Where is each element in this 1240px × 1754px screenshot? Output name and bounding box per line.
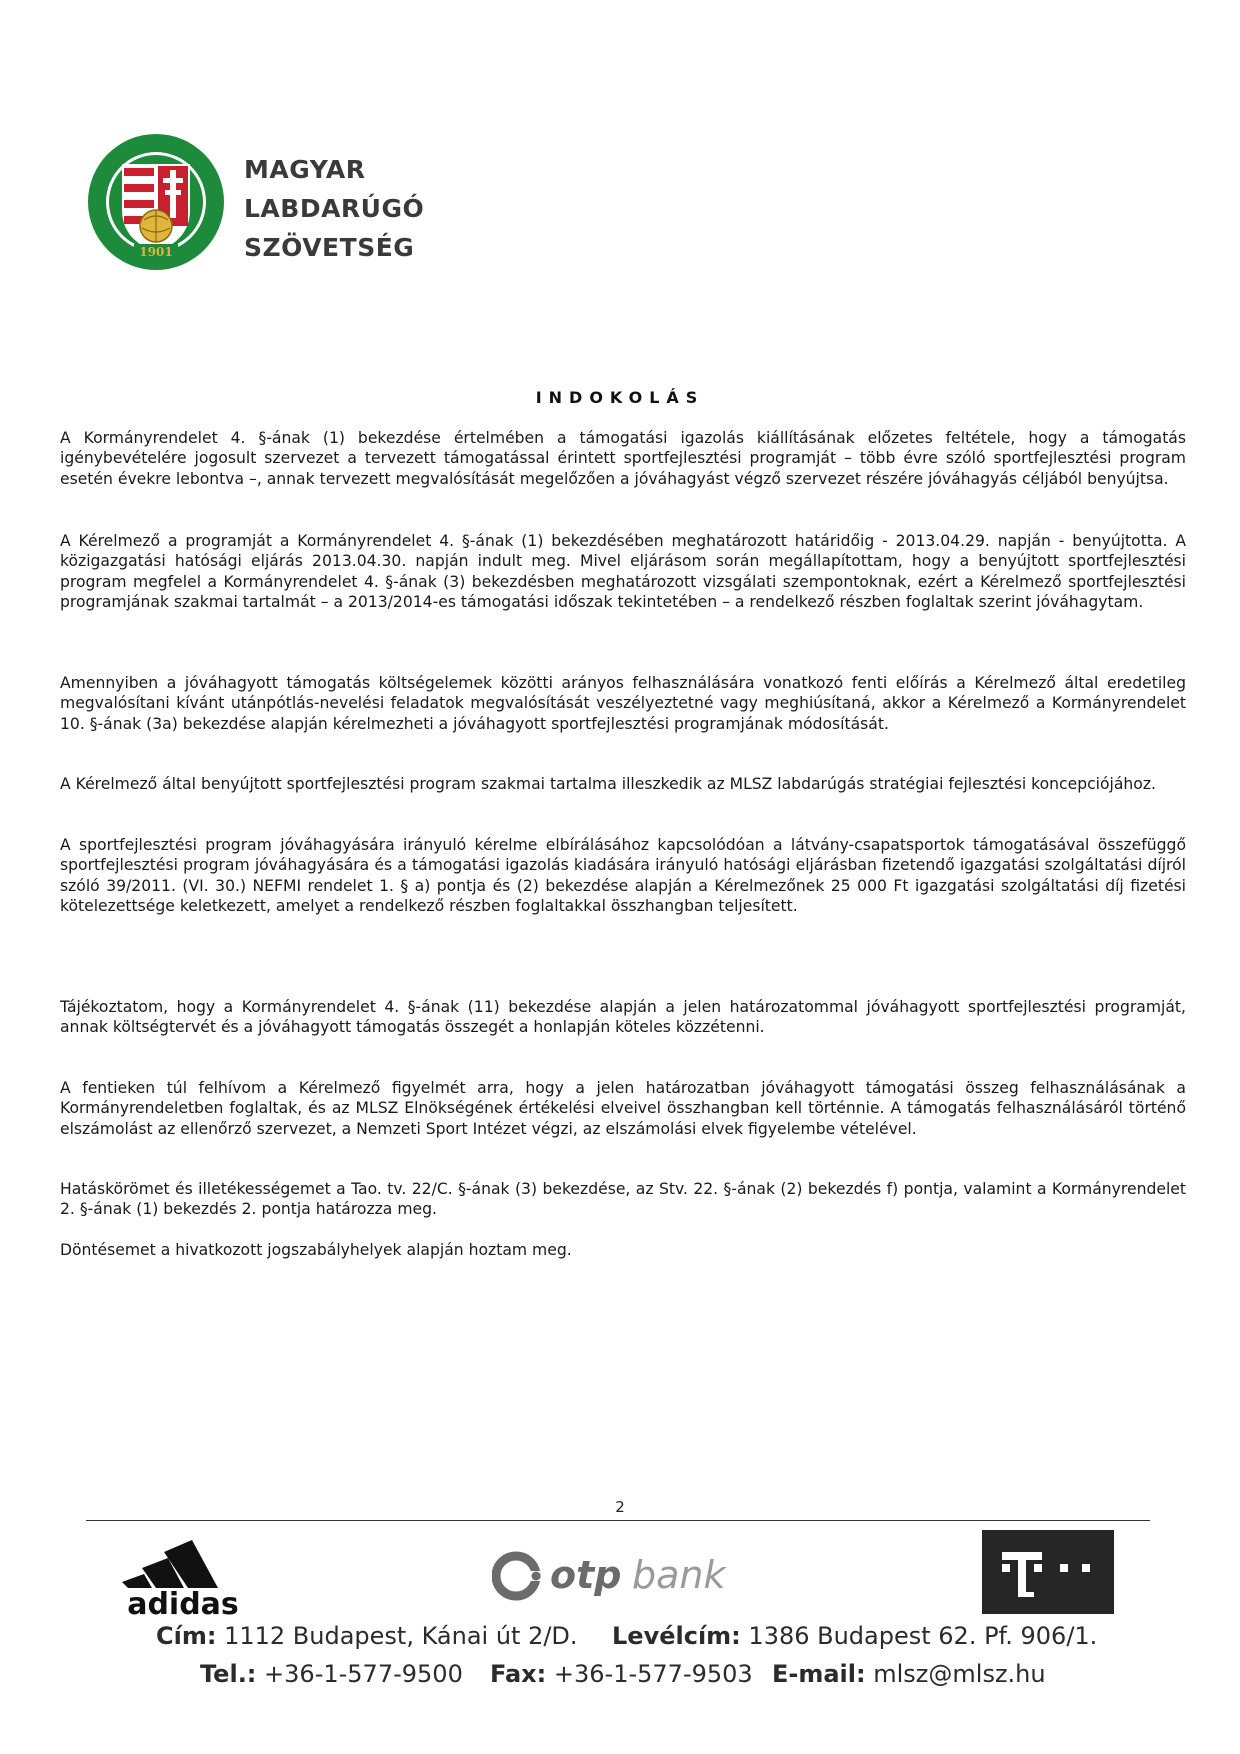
phone-value: +36-1-577-9500 bbox=[264, 1660, 463, 1688]
address-label: Cím: bbox=[156, 1622, 217, 1650]
body-paragraph: Tájékoztatom, hogy a Kormányrendelet 4. §-ának (11) bekezdése alapján a jelen határozatommal jóváhagyott sportfejlesztési programját, annak költségtervét és a jóváhagyott támogatás összegét a honlapján köteles közzétenni. bbox=[60, 998, 1186, 1037]
mlsz-crest-icon bbox=[86, 132, 226, 272]
body-paragraph-6-block bbox=[60, 997, 1186, 1038]
crest-year: 1901 bbox=[139, 245, 173, 259]
body-paragraph-4-block bbox=[60, 774, 1186, 794]
body-paragraph: A fentieken túl felhívom a Kérelmező figyelmét arra, hogy a jelen határozatban jóváhagyott támogatási összeg felhasználásának a Kormányrendeletben foglaltak, és az MLSZ Elnökségének értékelési elveivel összhangban kell történnie. A támogatás felhasználásáról történő elszámolást az ellenőrző szervezet, a Nemzeti Sport Intézet végzi, az elszámolási elvek figyelembe vételével. bbox=[60, 1079, 1186, 1138]
document-title: INDOKOLÁS bbox=[535, 388, 705, 407]
body-paragraph: Döntésemet a hivatkozott jogszabályhelyek alapján hoztam meg. bbox=[60, 1241, 572, 1259]
footer-divider bbox=[86, 1520, 1150, 1521]
address-value: 1112 Budapest, Kánai út 2/D. bbox=[224, 1622, 578, 1650]
body-paragraph-7-block bbox=[60, 1078, 1186, 1139]
page-number: 2 bbox=[615, 1498, 625, 1516]
body-paragraph-3-block bbox=[60, 673, 1186, 734]
telekom-t-icon bbox=[982, 1530, 1114, 1614]
email-label: E-mail: bbox=[772, 1660, 866, 1688]
body-paragraph-2-block bbox=[60, 531, 1186, 613]
adidas-logo-icon bbox=[118, 1530, 248, 1618]
bank-wordmark: bank bbox=[632, 1553, 726, 1597]
body-paragraph: Amennyiben a jóváhagyott támogatás költségelemek közötti arányos felhasználására vonatkozó fenti előírás a Kérelmező által eredetileg megvalósítani kívánt utánpótlás-nevelési feladatok megvalósítását veszélyeztetné vagy meghiúsítaná, akkor a Kérelmező a Kormányrendelet 10. §-ának (3a) bekezdése alapján kérelmezheti a jóváhagyott sportfejlesztési programjának módosítását. bbox=[60, 674, 1186, 733]
adidas-wordmark: adidas bbox=[127, 1587, 239, 1618]
body-paragraph: Hatáskörömet és illetékességemet a Tao. tv. 22/C. §-ának (3) bekezdése, az Stv. 22. §-ának (2) bekezdés f) pontja, valamint a Kormányrendelet 2. §-ának (1) bekezdés 2. pontja határozza meg. bbox=[60, 1180, 1186, 1219]
otp-wordmark: otp bbox=[550, 1553, 622, 1597]
email bbox=[772, 1660, 1046, 1688]
body-paragraph-1-block bbox=[60, 428, 1186, 489]
body-paragraph: A Kérelmező a programját a Kormányrendelet 4. §-ának (1) bekezdésében meghatározott határidőig - 2013.04.29. napján - benyújtotta. A közigazgatási hatósági eljárás 2013.04.30. napján indult meg. Mivel eljárásom során megállapítottam, hogy a benyújtott sportfejlesztési program megfelel a Kormányrendelet 4. §-ának (3) bekezdésben meghatározott vizsgálati szempontoknak, ezért a Kérelmező sportfejlesztési programjának szakmai tartalmát – a 2013/2014-es támogatási időszak tekintetében – a rendelkező részben foglaltak szerint jóváhagytam. bbox=[60, 532, 1186, 612]
body-paragraph-8-block bbox=[60, 1179, 1186, 1220]
postal-value: 1386 Budapest 62. Pf. 906/1. bbox=[748, 1622, 1098, 1650]
email-value[interactable]: mlsz@mlsz.hu bbox=[873, 1660, 1046, 1688]
postal-address bbox=[612, 1622, 1097, 1650]
body-paragraph-5-block bbox=[60, 835, 1186, 917]
otp-bank-logo-icon bbox=[492, 1546, 742, 1602]
org-name-line-1: MAGYAR bbox=[244, 155, 366, 184]
body-paragraph: A sportfejlesztési program jóváhagyására irányuló kérelme elbírálásához kapcsolódóan a látvány-csapatsportok támogatásával összefüggő sportfejlesztési program jóváhagyására és a támogatási igazolás kiadására irányuló hatósági eljárásban fizetendő igazgatási szolgáltatási díjról szóló 39/2011. (VI. 30.) NEFMI rendelet 1. § a) pontja és (2) bekezdése alapján a Kérelmezőnek 25 000 Ft igazgatási szolgáltatási díj fizetési kötelezettsége keletkezett, amelyet a rendelkező részben foglaltakkal összhangban teljesített. bbox=[60, 836, 1186, 916]
address bbox=[156, 1622, 578, 1650]
org-name-line-3: SZÖVETSÉG bbox=[244, 233, 415, 262]
fax-value: +36-1-577-9503 bbox=[553, 1660, 753, 1688]
mlsz-logo bbox=[86, 132, 446, 282]
phone-label: Tel.: bbox=[200, 1660, 257, 1688]
fax-label: Fax: bbox=[490, 1660, 547, 1688]
org-name-line-2: LABDARÚGÓ bbox=[244, 194, 425, 223]
phone bbox=[200, 1660, 463, 1688]
body-paragraph-9-block bbox=[60, 1240, 1186, 1260]
postal-label: Levélcím: bbox=[612, 1622, 741, 1650]
organization-name bbox=[244, 150, 424, 267]
body-paragraph: A Kormányrendelet 4. §-ának (1) bekezdése értelmében a támogatási igazolás kiállításának előzetes feltétele, hogy a támogatás igénybevételére jogosult szervezet a tervezett támogatással érintett sportfejlesztési programját – több évre szóló sportfejlesztési program esetén évekre lebontva –, annak tervezett megvalósítását megelőzően a jóváhagyást végző szervezet részére jóváhagyás céljából benyújtsa. bbox=[60, 429, 1186, 488]
fax bbox=[490, 1660, 753, 1688]
telekom-logo bbox=[982, 1530, 1114, 1614]
body-paragraph: A Kérelmező által benyújtott sportfejlesztési program szakmai tartalma illeszkedik az MLSZ labdarúgás stratégiai fejlesztési koncepciójához. bbox=[60, 775, 1156, 793]
